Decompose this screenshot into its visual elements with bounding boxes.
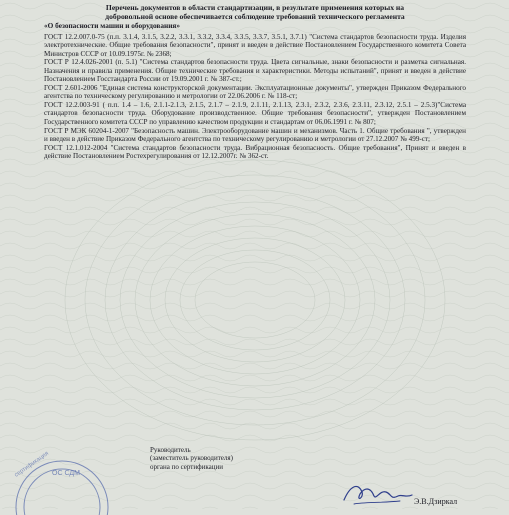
stamp-text: ОС СДМ	[52, 470, 80, 477]
stamp-side-text: сертификация	[13, 450, 50, 479]
standard-item: ГОСТ 12.1.012-2004 "Система стандартов безопасности труда. Вибрационная безопасность. Общие требования", Принят и введен в действие Постановлением Ростехрегулирования от 12.12.2007г. № 362-ст.	[44, 143, 466, 161]
signer-organization: органа по сертификации	[150, 462, 224, 471]
certification-stamp	[0, 445, 110, 515]
standard-item: ГОСТ 12.2.003-91 ( п.п. 1.4 – 1.6, 2.1.1-2.1.3, 2.1.5, 2.1.7 – 2.1.9, 2.1.11, 2.1.13, 2.3.1, 2.3.2, 2.3.6, 2.3.11, 2.3.12, 2.5.1 – 2.5.3)"Система стандартов безопасности труда. Оборудование производственное. Общие требования безопасности", утвержден Постановлением Государственного комитета СССР по управлению качеством продукции и стандартам от 06.06.1991 г. № 807;	[44, 100, 466, 127]
header-line-1: Перечень документов в области стандартизации, в результате применения которых на	[105, 3, 405, 12]
standard-item: ГОСТ 2.601-2006 "Единая система конструкторской документации. Эксплуатационные документы", утвержден Приказом Федерального агентства по техническому регулированию и метрологии от 22.06.2006 г. № 118-ст;	[44, 83, 466, 101]
document-header	[44, 3, 466, 21]
standard-item: ГОСТ 12.2.007.0-75 (п.п. 3.1.4, 3.1.5, 3.2.2, 3.3.1, 3.3.2, 3.3.4, 3.3.5, 3.3.7, 3.5.1, 3.7.1) "Система стандартов безопасности труда. Изделия электротехнические. Общие требования безопасности", принят и введен в действие Постановлением Государственного комитета Совета Министров СССР от 10.09.1975г. № 2368;	[44, 32, 466, 58]
document-body	[44, 3, 466, 161]
signer-role: Руководитель	[150, 446, 191, 454]
regulation-title: «О безопасности машин и оборудования»	[44, 21, 181, 30]
signer-name: Э.В.Дзиркал	[414, 497, 458, 506]
standard-item: ГОСТ Р МЭК 60204-1-2007 "Безопасность машин. Электрооборудование машин и механизмов. Часть 1. Общие требования ", утвержден и введен в действие Приказом Федерального агентства по техническому регулированию и метрологии от 27.12.2007 № 499-ст;	[44, 126, 466, 144]
signature-block	[150, 446, 290, 471]
standard-item: ГОСТ Р 12.4.026-2001 (п. 5.1) "Система стандартов безопасности труда. Цвета сигнальные, знаки безопасности и разметка сигнальная. Назначения и правила применения. Общие технические требования и характеристики. Методы испытаний", принят и введен в действие Постановлением Госстандарта России от 19.09.2001 г. № 387-ст.;	[44, 58, 466, 84]
handwritten-signature	[340, 478, 420, 508]
header-line-2: добровольной основе обеспечивается соблюдение требований технического регламента	[105, 12, 405, 21]
signer-role-deputy: (заместитель руководителя)	[150, 454, 233, 463]
